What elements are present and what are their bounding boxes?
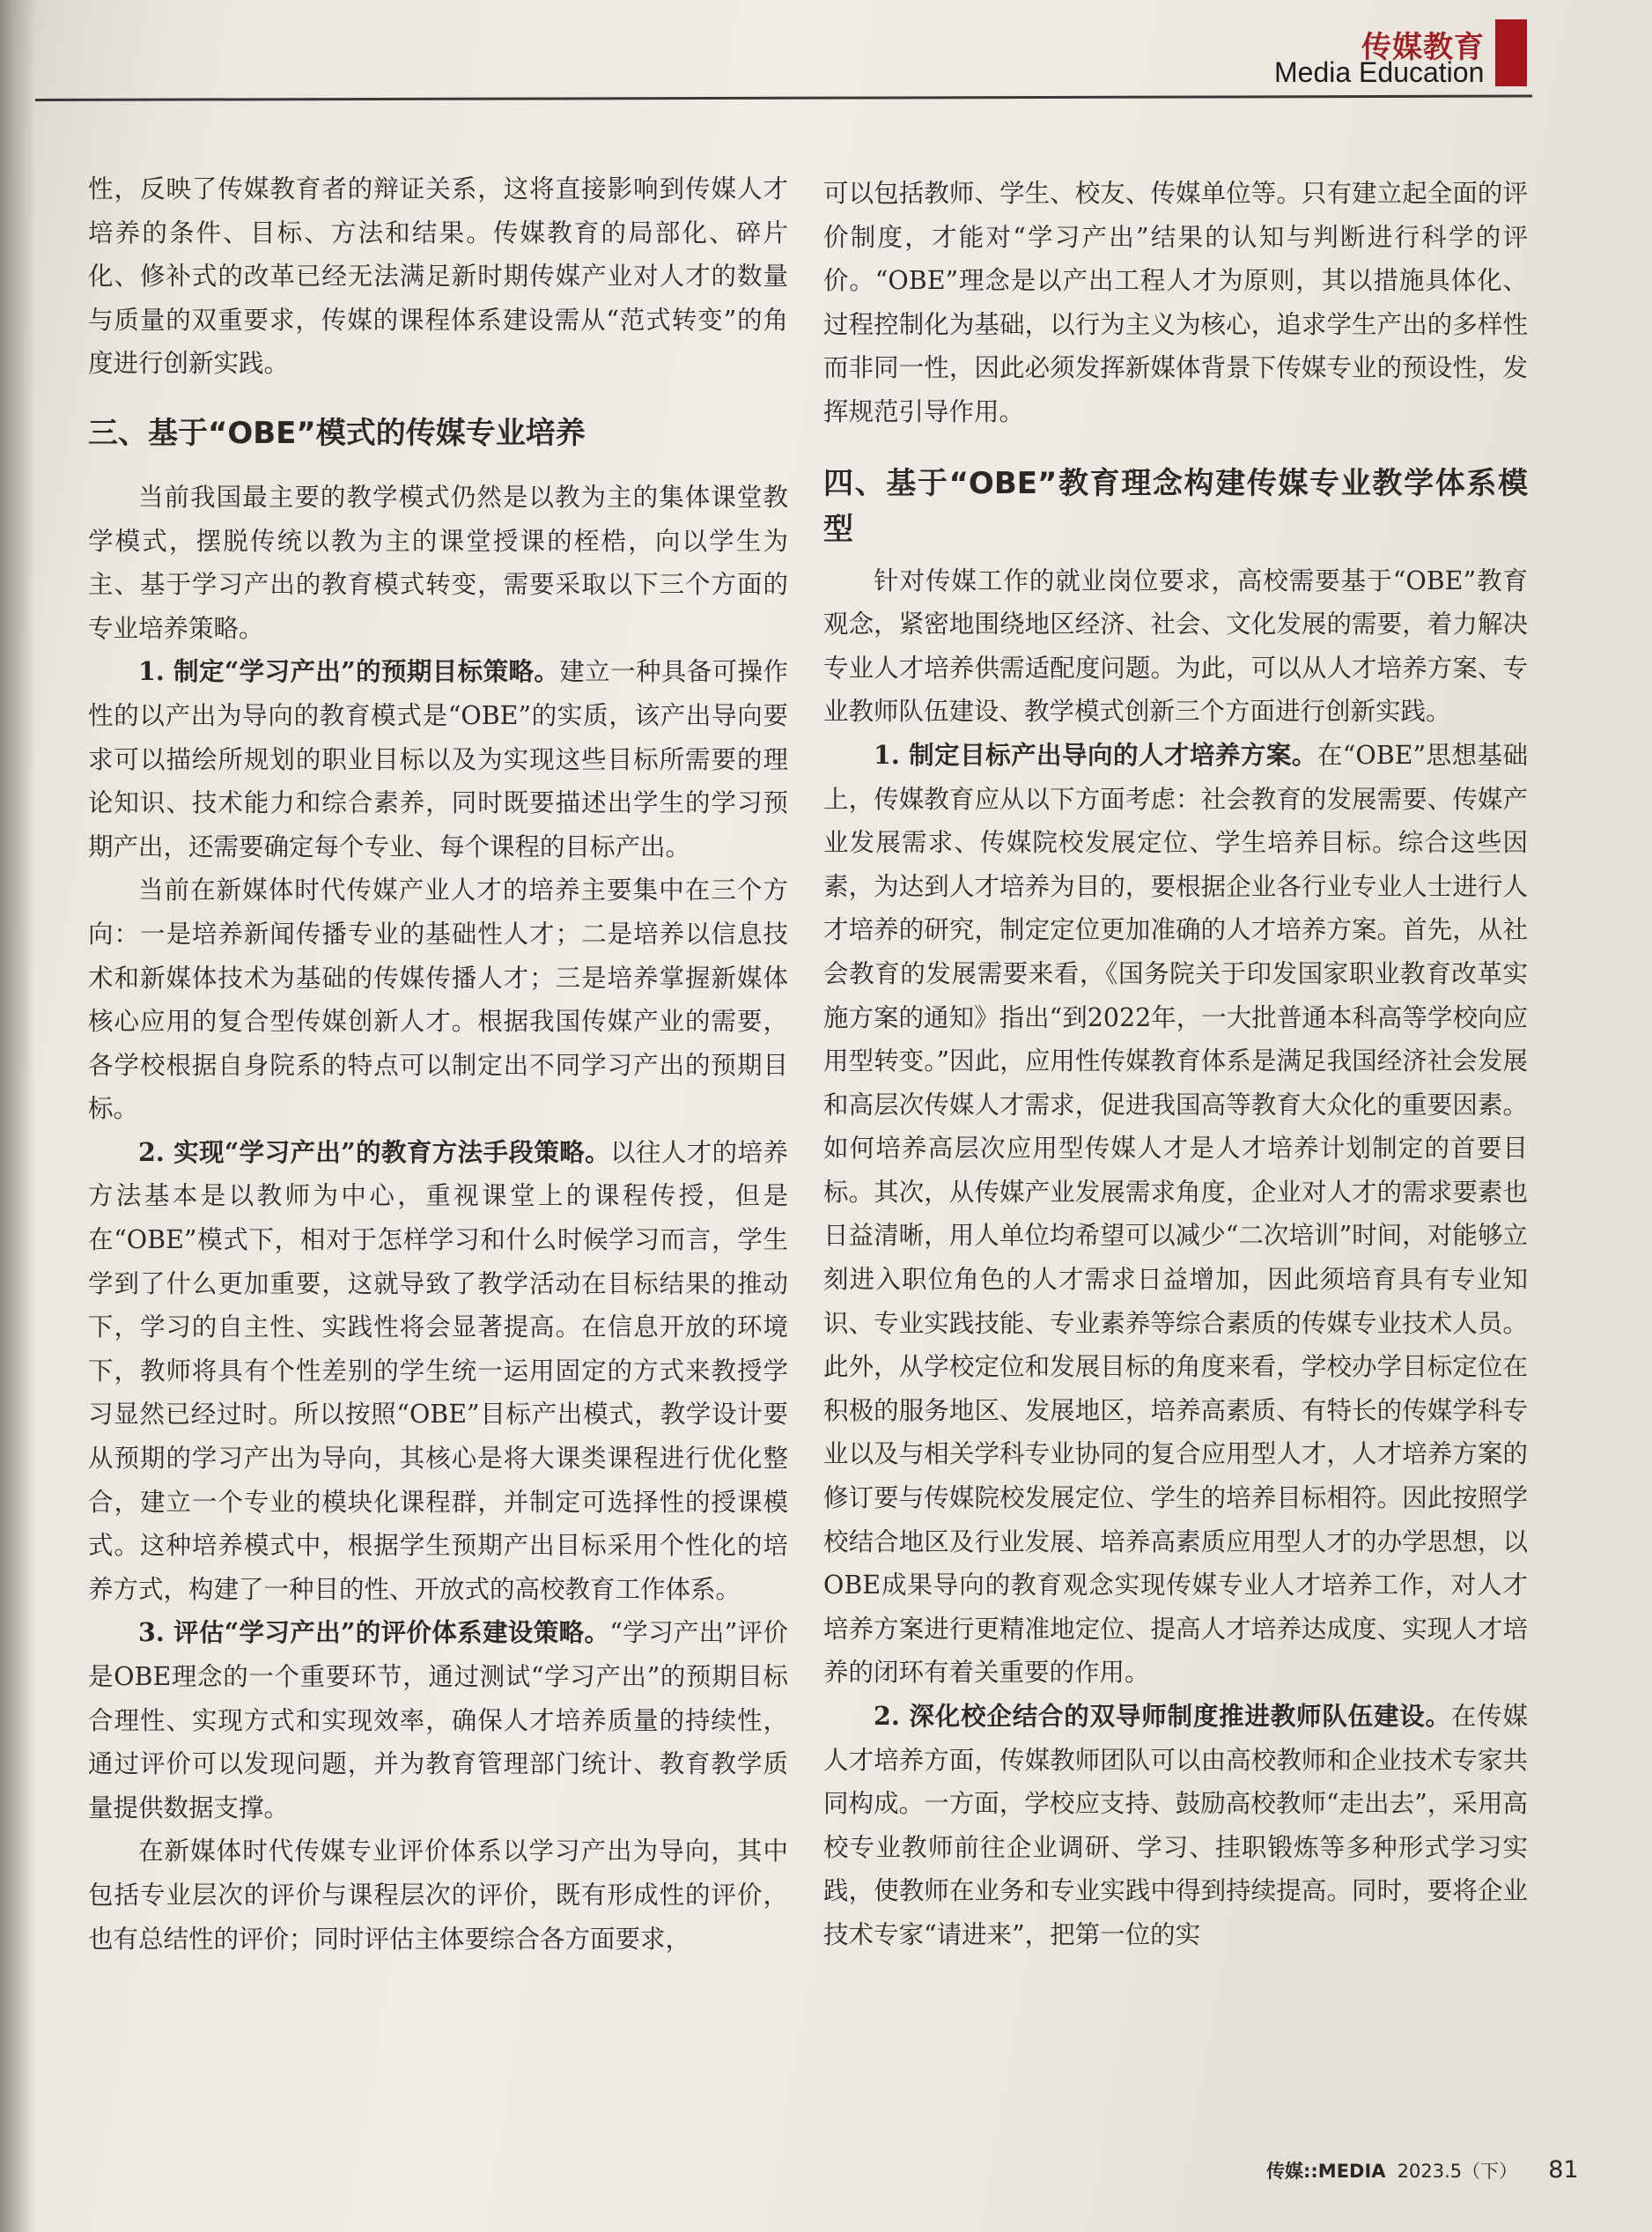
- paragraph: [823, 1695, 1528, 1957]
- section-title-cn: 传媒教育: [1361, 30, 1485, 65]
- paragraph: 当前在新媒体时代传媒产业人才的培养主要集中在三个方向：一是培养新闻传播专业的基础性人才；二是培养以信息技术和新媒体技术为基础的传媒传播人才；三是培养掌握新媒体核心应用的复合型传媒创新人才。根据我国传媒产业的需要，各学校根据自身院系的特点可以制定出不同学习产出的预期目标。: [88, 876, 788, 1124]
- paragraph: [88, 650, 788, 868]
- subsection-lead: 2. 实现“学习产出”的教育方法手段策略。: [138, 1136, 611, 1167]
- paragraph-body: 在“OBE”思想基础上，传媒教育应从以下方面考虑：社会教育的发展需要、传媒产业发展需求、传媒院校发展定位、学生培养目标。综合这些因素，为达到人才培养为目的，要根据企业各行业专业人士进行人才培养的研究，制定定位更加准确的人才培养方案。首先，从社会教育的发展需要来看，《国务院关于印发国家职业教育改革实施方案的通知》指出“到2022年，一大批普通本科高等学校向应用型转变。”因此，应用性传媒教育体系是满足我国经济社会发展和高层次传媒人才需求，促进我国高等教育大众化的重要因素。如何培养高层次应用型传媒人才是人才培养计划制定的首要目标。其次，从传媒产业发展需求角度，企业对人才的需求要素也日益清晰，用人单位均希望可以减少“二次培训”时间，对能够立刻进入职位角色的人才需求日益增加，因此须培育具有专业知识、专业实践技能、专业素养等综合素质的传媒专业技术人员。此外，从学校定位和发展目标的角度来看，学校办学目标定位在积极的服务地区、发展地区，培养高素质、有特长的传媒学科专业以及与相关学科专业协同的复合应用型人才，人才培养方案的修订要与传媒院校发展定位、学生的培养目标相符。因此按照学校结合地区及行业发展、培养高素质应用型人才的办学思想，以OBE成果导向的教育观念实现传媒专业人才培养工作，对人才培养方案进行更精准地定位、提高人才培养达成度、实现人才培养的闭环有着关重要的作用。: [823, 740, 1528, 1688]
- subsection-lead: 1. 制定“学习产出”的预期目标策略。: [138, 656, 560, 687]
- paragraph: [823, 734, 1528, 1695]
- subsection-lead: 3. 评估“学习产出”的评价体系建设策略。: [138, 1617, 610, 1648]
- section-heading-3: 三、基于“OBE”模式的传媒专业培养: [88, 415, 586, 451]
- paragraph-body: “学习产出”评价是OBE理念的一个重要环节，通过测试“学习产出”的预期目标合理性、实现方式和实现效率，确保人才培养质量的持续性，通过评价可以发现问题，并为教育管理部门统计、教育教学质量提供数据支撑。: [88, 1618, 788, 1822]
- issue-date: 2023.5（下）: [1397, 2161, 1518, 2182]
- section-heading-4: 四、基于“OBE”教育理念构建传媒专业教学体系模型: [823, 465, 1528, 547]
- section-title-en: Media Education: [1274, 56, 1485, 88]
- subsection-lead: 2. 深化校企结合的双导师制度推进教师队伍建设。: [874, 1701, 1451, 1731]
- paragraph: [88, 1611, 788, 1829]
- paragraph: 性，反映了传媒教育者的辩证关系，这将直接影响到传媒人才培养的条件、目标、方法和结果。传媒教育的局部化、碎片化、修补式的改革已经无法满足新时期传媒产业对人才的数量与质量的双重要求，传媒的课程体系建设需从“范式转变”的角度进行创新实践。: [88, 174, 788, 379]
- paragraph: 可以包括教师、学生、校友、传媒单位等。只有建立起全面的评价制度，才能对“学习产出”结果的认知与判断进行科学的评价。“OBE”理念是以产出工程人才为原则，其以措施具体化、过程控制化为基础，以行为主义为核心，追求学生产出的多样性而非同一性，因此必须发挥新媒体背景下传媒专业的预设性，发挥规范引导作用。: [823, 179, 1528, 426]
- left-column: [88, 167, 788, 1961]
- paragraph-body: 建立一种具备可操作性的以产出为导向的教育模式是“OBE”的实质，该产出导向要求可以描绘所规划的职业目标以及为实现这些目标所需要的理论知识、技术能力和综合素养，同时既要描述出学生的学习预期产出，还需要确定每个专业、每个课程的目标产出。: [88, 657, 788, 861]
- paragraph: [88, 1131, 788, 1612]
- paragraph: 当前我国最主要的教学模式仍然是以教为主的集体课堂教学模式，摆脱传统以教为主的课堂授课的桎梏，向以学生为主、基于学习产出的教育模式转变，需要采取以下三个方面的专业培养策略。: [88, 482, 788, 643]
- paragraph: 在新媒体时代传媒专业评价体系以学习产出为导向，其中包括专业层次的评价与课程层次的评价，既有形成性的评价，也有总结性的评价；同时评估主体要综合各方面要求，: [88, 1837, 788, 1954]
- journal-name: 传媒::MEDIA: [1266, 2161, 1386, 2182]
- paragraph-body: 在传媒人才培养方面，传媒教师团队可以由高校教师和企业技术专家共同构成。一方面，学校应支持、鼓励高校教师“走出去”，采用高校专业教师前往企业调研、学习、挂职锻炼等多种形式学习实践，使教师在业务和专业实践中得到持续提高。同时，要将企业技术专家“请进来”，把第一位的实: [823, 1702, 1528, 1949]
- right-column: [823, 172, 1528, 1957]
- page-footer: [1266, 2156, 1579, 2184]
- paragraph: 针对传媒工作的就业岗位要求，高校需要基于“OBE”教育观念，紧密地围绕地区经济、社会、文化发展的需要，着力解决专业人才培养供需适配度问题。为此，可以从人才培养方案、专业教师队伍建设、教学模式创新三个方面进行创新实践。: [823, 565, 1528, 727]
- subsection-lead: 1. 制定目标产出导向的人才培养方案。: [874, 739, 1317, 770]
- page-number: 81: [1548, 2156, 1579, 2184]
- header-rule: [35, 95, 1532, 101]
- paragraph-body: 以往人才的培养方法基本是以教师为中心，重视课堂上的课程传授，但是在“OBE”模式下，相对于怎样学习和什么时候学习而言，学生学到了什么更加重要，这就导致了教学活动在目标结果的推动下，学习的自主性、实践性将会显著提高。在信息开放的环境下，教师将具有个性差别的学生统一运用固定的方式来教授学习显然已经过时。所以按照“OBE”目标产出模式，教学设计要从预期的学习产出为导向，其核心是将大课类课程进行优化整合，建立一个专业的模块化课程群，并制定可选择性的授课模式。这种培养模式中，根据学生预期产出目标采用个性化的培养方式，构建了一种目的性、开放式的高校教育工作体系。: [88, 1137, 788, 1604]
- page-gutter-shadow: [0, 0, 35, 2232]
- section-accent-bar: [1495, 19, 1527, 86]
